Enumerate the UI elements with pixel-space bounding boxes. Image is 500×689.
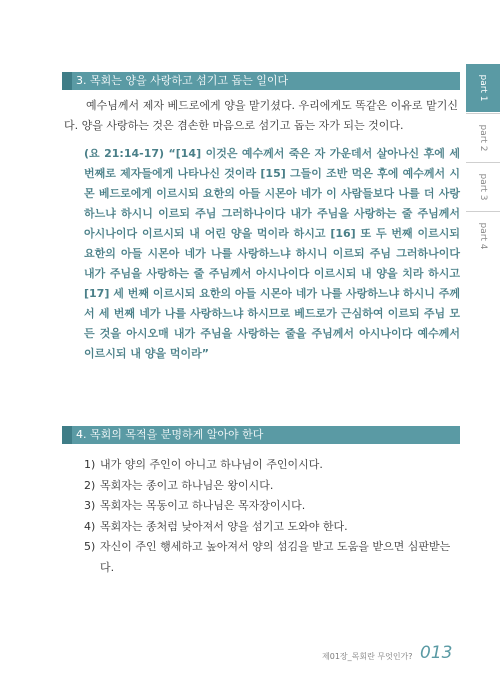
list-item bbox=[84, 537, 460, 578]
list-item-text: 자신이 주인 행세하고 높아져서 양의 섬김을 받고 도움을 받으면 심판받는다. bbox=[100, 540, 451, 574]
section-3-title: 3. 목회는 양을 사랑하고 섬기고 돕는 일이다 bbox=[76, 74, 289, 87]
header-notch bbox=[62, 72, 72, 90]
section-4-title: 4. 목회의 목적을 분명하게 알아야 한다 bbox=[76, 428, 264, 441]
tab-part-3[interactable] bbox=[466, 162, 500, 210]
list-item bbox=[84, 476, 460, 497]
tab-part-3-label: part 3 bbox=[478, 173, 488, 201]
part-tabs bbox=[466, 64, 500, 258]
section-3-paragraph bbox=[64, 96, 458, 136]
list-item-number: 5) bbox=[84, 540, 96, 553]
list-item-number: 4) bbox=[84, 519, 96, 533]
list-item-number: 1) bbox=[84, 458, 96, 471]
chapter-footer: 제01장_목회란 무엇인가? bbox=[322, 652, 413, 661]
page-number: 013 bbox=[420, 643, 453, 663]
tab-part-2-label: part 2 bbox=[478, 124, 488, 152]
purpose-list bbox=[84, 455, 460, 578]
scripture-quote: (요 21:14-17) “[14] 이것은 예수께서 죽은 자 가운데서 살아나신 후에 세 번째로 제자들에게 나타나신 것이라 [15] 그들이 조반 먹은 후에 예수께서 시몬 베드로에게 이르시되 요한의 아들 시몬아 네가 이 사람들보다 나를 더 사랑하느냐 하시니 이르되 주님 그러하나이다 내가 주님을 사랑하는 줄 주님께서 아시나이다 이르시되 내 어린 양을 먹이라 하시고 [16] 또 두 번째 이르시되 요한의 아들 시몬아 네가 나를 사랑하느냐 하시니 이르되 주님 그러하나이다 내가 주님을 사랑하는 줄 주님께서 아시나이다 이르시되 내 양을 치라 하시고 [17] 세 번째 이르시되 요한의 아들 시몬아 네가 나를 사랑하느냐 하시니 주께서 세 번째 네가 나를 사랑하느냐 하시므로 베드로가 근심하여 이르되 주님 모든 것을 아시오매 내가 주님을 사랑하는 줄을 주님께서 아시나이다 예수께서 이르시되 내 양을 먹이라” bbox=[84, 147, 460, 360]
list-item-text: 내가 양의 주인이 아니고 하나님이 주인이시다. bbox=[100, 458, 323, 471]
tab-part-4[interactable] bbox=[466, 211, 500, 259]
header-notch bbox=[62, 426, 72, 444]
tab-part-2[interactable] bbox=[466, 113, 500, 161]
list-item bbox=[84, 517, 460, 538]
list-item-text: 목회자는 목동이고 하나님은 목자장이시다. bbox=[100, 499, 306, 512]
list-item-text: 목회자는 종이고 하나님은 왕이시다. bbox=[100, 478, 274, 492]
list-item-text: 목회자는 종처럼 낮아져서 양을 섬기고 도와야 한다. bbox=[100, 519, 348, 533]
list-item bbox=[84, 455, 460, 476]
list-item-number: 2) bbox=[84, 478, 96, 492]
section-3-header bbox=[62, 72, 460, 90]
section-3-paragraph-text: 예수님께서 제자 베드로에게 양을 맡기셨다. 우리에게도 똑같은 이유로 맡기신다. 양을 사랑하는 것은 겸손한 마음으로 섬기고 돕는 자가 되는 것이다. bbox=[64, 99, 458, 132]
tab-part-4-label: part 4 bbox=[478, 222, 488, 250]
tab-part-1-label: part 1 bbox=[478, 74, 488, 102]
list-item-number: 3) bbox=[84, 499, 96, 512]
section-4-header bbox=[62, 426, 460, 444]
tab-part-1[interactable] bbox=[466, 64, 500, 112]
list-item bbox=[84, 496, 460, 517]
